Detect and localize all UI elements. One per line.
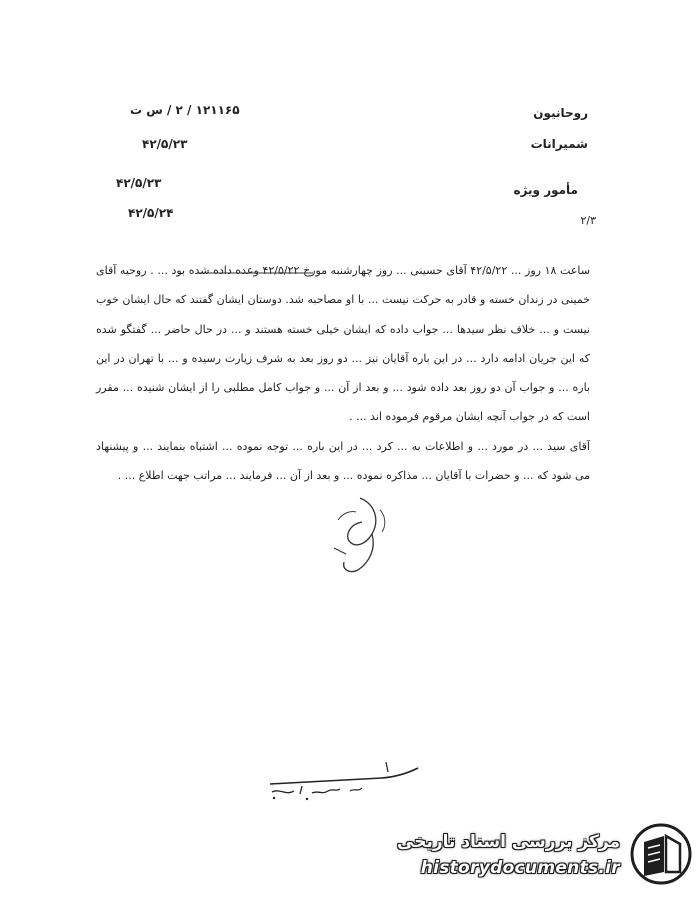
header-date-3: ۴۲/۵/۲۴: [128, 206, 174, 220]
page-marker: ۲/۳: [580, 214, 596, 227]
report-body: [96, 256, 590, 490]
watermark-title: مرکز بررسی اسناد تاریخی: [397, 832, 620, 852]
archive-logo-icon: [630, 822, 692, 886]
watermark: [397, 814, 692, 894]
header-label-clergy: روحانیون: [533, 106, 588, 120]
underline-mark: [195, 270, 315, 276]
header-label-district: شمیرانات: [530, 137, 588, 151]
body-paragraph-2: آقای سید ... در مورد ... و اطلاعات به ... کرد ... در این باره ... توجه نموده ... اشتباه بنمایند ... و پیشنهاد می شود که ... و حضرات با آقایان ... مذاکره نموده ... و بعد از آن ... فرمایند ... مراتب جهت اطلاع ... .: [96, 439, 590, 483]
watermark-url: historydocuments.ir: [420, 858, 620, 878]
header-date-1: ۴۲/۵/۲۳: [142, 137, 188, 151]
body-paragraph-1: ساعت ۱۸ روز ... ۴۲/۵/۲۲ آقای حسینی ... روز چهارشنبه مورخ ۴۲/۵/۲۲ وعده داده شده بود ... . روحیه آقای خمینی در زندان خسته و قادر به حرکت نیست ... با او مصاحبه شد. دوستان ایشان گفتند که حال ایشان خوب نیست و ... خلاف نظر سیدها ... جواب داده که ایشان خیلی خسته هستند و ... در حال حاضر ... گفتگو شده که این جریان ادامه دارد ... در این باره آقایان نیز ... دو روز بعد به شرف زیارت رسیده و ... با تهران در این باره ... و جواب آن دو روز بعد داده شود ... و بعد از آن ... و جواب کامل مطلبی را از ایشان شنیده ... مقرر است که در جواب آنچه ایشان مرقوم فرموده اند ... .: [96, 264, 590, 424]
reference-number: ۱۲۱۱۶۵ / ۲ / س ت: [130, 103, 240, 117]
signature: [262, 758, 432, 808]
header-label-special-agent: مأمور ویژه: [513, 183, 578, 197]
handwritten-initials: [320, 490, 400, 580]
header-date-2: ۴۲/۵/۲۳: [116, 176, 162, 190]
